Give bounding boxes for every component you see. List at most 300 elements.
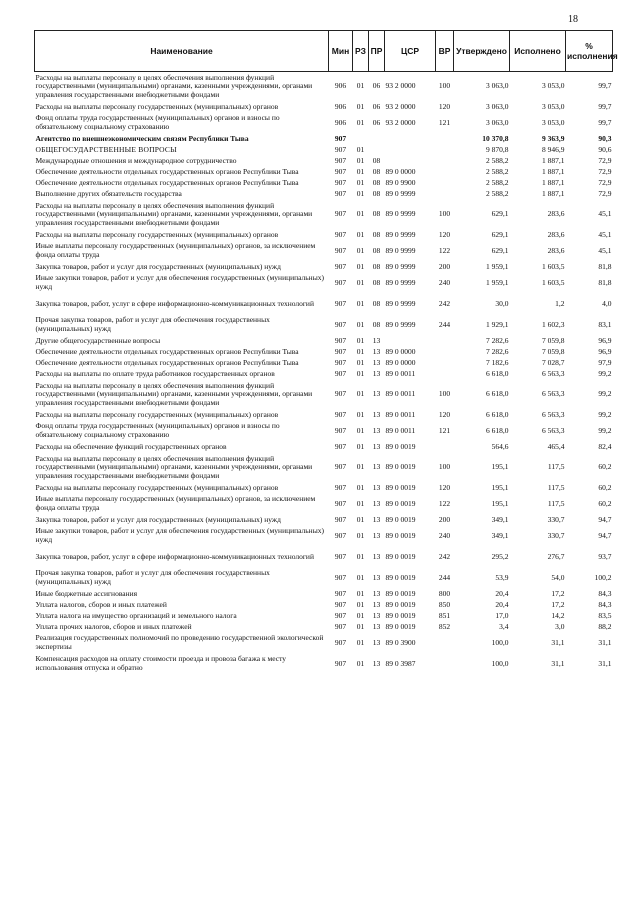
cell-rz: 01 (356, 572, 365, 582)
cell-percent: 99,2 (598, 409, 612, 419)
cell-csr: 89 0 0019 (385, 588, 416, 598)
cell-name: Закупка товаров, работ, услуг в сфере информационно-коммуникационных технологий (35, 551, 314, 561)
table-row (35, 453, 613, 483)
cell-rz: 01 (356, 588, 365, 598)
cell-name: Компенсация расходов на оплату стоимости проезда и провоза багажа к месту использования отпуска и обратно (35, 654, 286, 672)
cell-vr: 200 (438, 261, 451, 271)
cell-name: Другие общегосударственные вопросы (35, 335, 161, 345)
cell-rz: 01 (356, 144, 365, 154)
cell-executed: 6 563,3 (542, 425, 565, 435)
cell-rz: 01 (356, 229, 365, 239)
cell-csr: 89 0 0019 (385, 610, 416, 620)
header-min: Мин (329, 31, 353, 72)
cell-executed: 1 602,3 (542, 319, 565, 329)
cell-percent: 81,8 (598, 261, 612, 271)
cell-name: Обеспечение деятельности отдельных государственных органов Республики Тыва (35, 166, 299, 176)
cell-csr: 93 2 0000 (385, 81, 416, 91)
cell-vr: 121 (438, 117, 451, 127)
cell-min: 907 (334, 166, 347, 176)
cell-pr: 13 (372, 599, 381, 609)
table-row (35, 654, 613, 675)
cell-approved: 100,0 (491, 658, 509, 668)
table-row (35, 178, 613, 189)
cell-min: 907 (334, 551, 347, 561)
cell-executed: 3 053,0 (542, 81, 565, 91)
cell-pr: 06 (372, 81, 381, 91)
cell-pr: 08 (372, 245, 381, 255)
cell-approved: 629,1 (491, 245, 509, 255)
table-row (35, 336, 613, 347)
cell-percent: 88,2 (598, 621, 612, 631)
cell-approved: 3,4 (499, 621, 509, 631)
cell-percent: 94,7 (598, 530, 612, 540)
cell-name: Иные закупки товаров, работ и услуг для обеспечения государственных (муниципальных) нужд (35, 273, 324, 291)
cell-min: 907 (334, 357, 347, 367)
table-row (35, 421, 613, 442)
cell-vr (436, 167, 454, 178)
cell-min: 907 (334, 319, 347, 329)
cell-executed: 1 887,1 (542, 166, 565, 176)
cell-rz: 01 (356, 409, 365, 419)
cell-csr: 89 0 0019 (385, 498, 416, 508)
table-row (35, 241, 613, 262)
cell-rz: 01 (356, 425, 365, 435)
cell-percent: 72,9 (598, 166, 612, 176)
cell-min: 906 (334, 81, 347, 91)
cell-min: 907 (334, 177, 347, 187)
cell-executed: 3 053,0 (542, 117, 565, 127)
cell-percent: 84,3 (598, 599, 612, 609)
cell-executed: 6 563,3 (542, 409, 565, 419)
cell-rz: 01 (356, 514, 365, 524)
cell-rz: 01 (356, 155, 365, 165)
cell-percent: 99,2 (598, 389, 612, 399)
cell-rz: 01 (356, 498, 365, 508)
cell-rz: 01 (356, 209, 365, 219)
cell-min: 907 (334, 482, 347, 492)
table-row (35, 380, 613, 410)
table-row (35, 568, 613, 589)
cell-percent: 60,2 (598, 482, 612, 492)
cell-percent: 93,7 (598, 551, 612, 561)
cell-pr: 13 (372, 335, 381, 345)
cell-approved: 53,9 (495, 572, 509, 582)
cell-rz: 01 (356, 245, 365, 255)
cell-csr: 89 0 0019 (385, 621, 416, 631)
cell-min: 907 (334, 277, 347, 287)
table-row (35, 189, 613, 200)
cell-name: ОБЩЕГОСУДАРСТВЕННЫЕ ВОПРОСЫ (35, 144, 177, 154)
cell-min: 907 (334, 346, 347, 356)
header-csr: ЦСР (385, 31, 436, 72)
cell-csr: 89 0 0000 (385, 346, 416, 356)
cell-rz: 01 (356, 117, 365, 127)
cell-percent: 45,1 (598, 229, 612, 239)
cell-rz: 01 (356, 530, 365, 540)
cell-pr (369, 145, 385, 156)
cell-pr: 08 (372, 298, 381, 308)
cell-name: Фонд оплаты труда государственных (муниципальных) органов и взносы по обязательному социальному страхованию (35, 113, 280, 131)
cell-csr (385, 145, 436, 156)
table-row (35, 262, 613, 273)
cell-name: Расходы на выплаты персоналу в целях обеспечения выполнения функций государственными (муниципальными) органами, казенными учреждениями, органами управления государственными внебюджетными фондами (35, 72, 313, 100)
cell-approved: 17,0 (495, 610, 509, 620)
cell-approved: 10 370,8 (482, 133, 509, 143)
cell-rz: 01 (356, 177, 365, 187)
table-row (35, 294, 613, 315)
cell-min: 907 (334, 133, 347, 143)
cell-percent: 100,2 (594, 572, 612, 582)
cell-executed: 283,6 (547, 209, 565, 219)
header-vr: ВР (436, 31, 454, 72)
cell-approved: 3 063,0 (486, 81, 509, 91)
cell-rz: 01 (356, 610, 365, 620)
cell-name: Расходы на выплаты персоналу государственных (муниципальных) органов (35, 229, 279, 239)
cell-name: Международные отношения и международное сотрудничество (35, 155, 237, 165)
cell-percent: 94,7 (598, 514, 612, 524)
cell-rz: 01 (356, 277, 365, 287)
cell-min: 907 (334, 462, 347, 472)
cell-pr: 08 (372, 277, 381, 287)
cell-min: 907 (334, 261, 347, 271)
header-name: Наименование (35, 31, 329, 72)
cell-pr: 13 (372, 425, 381, 435)
table-row (35, 273, 613, 294)
cell-rz: 01 (356, 357, 365, 367)
cell-executed: 283,6 (547, 245, 565, 255)
cell-csr: 89 0 3987 (385, 658, 416, 668)
cell-csr: 89 0 0019 (385, 599, 416, 609)
header-executed: Исполнено (510, 31, 566, 72)
cell-vr: 244 (438, 319, 451, 329)
cell-approved: 7 182,6 (486, 357, 509, 367)
cell-pr: 13 (372, 498, 381, 508)
cell-name: Иные выплаты персоналу государственных (муниципальных) органов, за исключением фонда оплаты труда (35, 241, 316, 259)
cell-vr: 242 (438, 298, 451, 308)
cell-min: 907 (334, 155, 347, 165)
cell-pr: 06 (372, 117, 381, 127)
cell-csr: 89 0 0019 (385, 482, 416, 492)
table-row (35, 633, 613, 654)
cell-executed: 330,7 (547, 530, 565, 540)
cell-name: Фонд оплаты труда государственных (муниципальных) органов и взносы по обязательному социальному страхованию (35, 421, 280, 439)
cell-vr (436, 178, 454, 189)
cell-min: 907 (334, 229, 347, 239)
cell-executed: 17,2 (551, 599, 565, 609)
cell-min: 907 (334, 572, 347, 582)
table-row (35, 113, 613, 134)
cell-vr: 122 (438, 245, 451, 255)
cell-executed: 8 946,9 (542, 144, 565, 154)
cell-csr: 89 0 0011 (385, 409, 416, 419)
cell-percent: 99,2 (598, 368, 612, 378)
cell-approved: 6 618,0 (486, 425, 509, 435)
cell-executed: 7 059,8 (542, 346, 565, 356)
cell-csr: 89 0 0019 (385, 551, 416, 561)
table-row (35, 369, 613, 380)
cell-pr: 13 (372, 462, 381, 472)
cell-pr: 13 (372, 514, 381, 524)
cell-percent: 31,1 (598, 658, 612, 668)
cell-executed: 7 059,8 (542, 335, 565, 345)
cell-executed: 17,2 (551, 588, 565, 598)
cell-csr: 93 2 0000 (385, 101, 416, 111)
cell-approved: 2 588,2 (486, 177, 509, 187)
table-row (35, 315, 613, 336)
cell-name: Реализация государственных полномочий по проведению государственной экологической экспертизы (35, 633, 324, 651)
table-row (35, 611, 613, 622)
cell-approved: 349,1 (491, 514, 509, 524)
cell-min: 907 (334, 610, 347, 620)
cell-rz: 01 (356, 441, 365, 451)
cell-name: Выполнение других обязательств государства (35, 188, 182, 198)
cell-approved: 195,1 (491, 482, 509, 492)
cell-rz: 01 (356, 389, 365, 399)
cell-pr: 13 (372, 637, 381, 647)
table-row (35, 200, 613, 230)
cell-pr: 13 (372, 409, 381, 419)
cell-name: Закупка товаров, работ и услуг для государственных (муниципальных) нужд (35, 261, 281, 271)
cell-rz (353, 134, 369, 145)
cell-executed: 6 563,3 (542, 368, 565, 378)
cell-percent: 45,1 (598, 245, 612, 255)
cell-min: 907 (334, 658, 347, 668)
cell-csr (385, 134, 436, 145)
table-row (35, 442, 613, 453)
table-row (35, 589, 613, 600)
page-number: 18 (568, 14, 578, 25)
cell-executed: 3 053,0 (542, 101, 565, 111)
cell-percent: 72,9 (598, 177, 612, 187)
cell-min: 907 (334, 209, 347, 219)
cell-vr (436, 189, 454, 200)
cell-pr: 08 (372, 319, 381, 329)
budget-execution-table (34, 30, 618, 675)
cell-csr: 89 0 0019 (385, 514, 416, 524)
cell-csr: 89 0 9999 (385, 319, 416, 329)
cell-vr: 240 (438, 277, 451, 287)
table-row (35, 494, 613, 515)
cell-vr (436, 654, 454, 675)
cell-name: Уплата налогов, сборов и иных платежей (35, 599, 167, 609)
table-row (35, 134, 613, 145)
cell-vr (436, 134, 454, 145)
header-rz: РЗ (353, 31, 369, 72)
cell-min: 907 (334, 441, 347, 451)
cell-executed: 1 603,5 (542, 261, 565, 271)
cell-percent: 82,4 (598, 441, 612, 451)
cell-pr: 13 (372, 357, 381, 367)
cell-name: Расходы на выплаты персоналу в целях обеспечения выполнения функций государственными (муниципальными) органами, казенными учреждениями, органами управления государственными внебюджетными фондами (35, 200, 313, 227)
cell-approved: 195,1 (491, 462, 509, 472)
cell-csr: 89 0 0019 (385, 441, 416, 451)
cell-vr: 120 (438, 482, 451, 492)
cell-csr: 89 0 0000 (385, 166, 416, 176)
cell-pr: 13 (372, 346, 381, 356)
cell-name: Закупка товаров, работ, услуг в сфере информационно-коммуникационных технологий (35, 298, 314, 308)
cell-csr: 93 2 0000 (385, 117, 416, 127)
cell-name: Закупка товаров, работ и услуг для государственных (муниципальных) нужд (35, 514, 281, 524)
cell-rz: 01 (356, 101, 365, 111)
cell-percent: 45,1 (598, 209, 612, 219)
cell-approved: 6 618,0 (486, 389, 509, 399)
table-row (35, 547, 613, 568)
cell-rz: 01 (356, 81, 365, 91)
table-body (35, 72, 613, 675)
cell-rz: 01 (356, 658, 365, 668)
cell-approved: 7 282,6 (486, 335, 509, 345)
cell-executed: 283,6 (547, 229, 565, 239)
cell-min: 907 (334, 425, 347, 435)
cell-pr: 08 (372, 155, 381, 165)
cell-rz: 01 (356, 621, 365, 631)
cell-name: Расходы на выплаты персоналу в целях обеспечения выполнения функций государственными (муниципальными) органами, казенными учреждениями, органами управления государственными внебюджетными фондами (35, 453, 313, 480)
cell-vr: 121 (438, 425, 451, 435)
cell-vr (436, 336, 454, 347)
cell-name: Обеспечение деятельности отдельных государственных органов Республики Тыва (35, 357, 299, 367)
table-row (35, 600, 613, 611)
cell-vr: 240 (438, 530, 451, 540)
table-row (35, 102, 613, 113)
cell-rz: 01 (356, 637, 365, 647)
cell-percent: 96,9 (598, 346, 612, 356)
cell-min: 907 (334, 335, 347, 345)
cell-approved: 629,1 (491, 229, 509, 239)
table-row (35, 410, 613, 421)
cell-approved: 195,1 (491, 498, 509, 508)
cell-csr: 89 0 0019 (385, 572, 416, 582)
cell-executed: 31,1 (551, 658, 565, 668)
cell-approved: 1 929,1 (486, 319, 509, 329)
cell-pr: 06 (372, 101, 381, 111)
cell-pr: 13 (372, 482, 381, 492)
cell-executed: 1 887,1 (542, 177, 565, 187)
cell-csr: 89 0 9999 (385, 245, 416, 255)
cell-pr: 13 (372, 551, 381, 561)
cell-percent: 72,9 (598, 188, 612, 198)
cell-approved: 30,0 (495, 298, 509, 308)
cell-pr: 13 (372, 530, 381, 540)
table-row (35, 358, 613, 369)
table-row (35, 145, 613, 156)
cell-pr: 13 (372, 368, 381, 378)
cell-pr: 13 (372, 588, 381, 598)
cell-executed: 1 603,5 (542, 277, 565, 287)
cell-name: Обеспечение деятельности отдельных государственных органов Республики Тыва (35, 346, 299, 356)
cell-approved: 1 959,1 (486, 277, 509, 287)
cell-min: 907 (334, 498, 347, 508)
cell-pr: 13 (372, 441, 381, 451)
cell-percent: 83,5 (598, 610, 612, 620)
cell-pr: 13 (372, 621, 381, 631)
cell-csr: 89 0 9999 (385, 229, 416, 239)
cell-percent: 99,2 (598, 425, 612, 435)
cell-approved: 349,1 (491, 530, 509, 540)
cell-percent: 96,9 (598, 335, 612, 345)
cell-name: Иные бюджетные ассигнования (35, 588, 138, 598)
cell-pr (369, 134, 385, 145)
cell-approved: 6 618,0 (486, 368, 509, 378)
cell-executed: 1,2 (555, 298, 565, 308)
cell-rz: 01 (356, 319, 365, 329)
cell-pr: 08 (372, 229, 381, 239)
cell-rz: 01 (356, 188, 365, 198)
cell-pr: 13 (372, 658, 381, 668)
cell-percent: 99,7 (598, 117, 612, 127)
table-row (35, 526, 613, 547)
cell-approved: 629,1 (491, 209, 509, 219)
cell-csr: 89 0 3900 (385, 637, 416, 647)
cell-name: Расходы на выплаты персоналу в целях обеспечения выполнения функций государственными (муниципальными) органами, казенными учреждениями, органами управления государственными внебюджетными фондами (35, 380, 313, 407)
cell-approved: 20,4 (495, 588, 509, 598)
cell-pr: 13 (372, 610, 381, 620)
cell-name: Прочая закупка товаров, работ и услуг для обеспечения государственных (муниципальных) нужд (35, 315, 270, 333)
table-row (35, 156, 613, 167)
cell-pr: 13 (372, 572, 381, 582)
cell-min: 907 (334, 409, 347, 419)
cell-vr: 100 (438, 462, 451, 472)
cell-percent: 90,3 (598, 133, 612, 143)
cell-vr (436, 145, 454, 156)
cell-csr: 89 0 0000 (385, 357, 416, 367)
cell-min: 907 (334, 514, 347, 524)
cell-vr: 244 (438, 572, 451, 582)
cell-csr: 89 0 0011 (385, 425, 416, 435)
table-row (35, 483, 613, 494)
cell-name: Расходы на обеспечение функций государственных органов (35, 441, 227, 451)
cell-pr: 08 (372, 261, 381, 271)
cell-executed: 330,7 (547, 514, 565, 524)
cell-vr: 100 (438, 209, 451, 219)
cell-percent: 97,9 (598, 357, 612, 367)
cell-vr: 851 (438, 610, 451, 620)
table-row (35, 230, 613, 241)
cell-executed: 31,1 (551, 637, 565, 647)
cell-min: 907 (334, 188, 347, 198)
cell-name: Агентство по внешнеэкономическим связям Республики Тыва (35, 133, 249, 143)
cell-csr: 89 0 9999 (385, 261, 416, 271)
cell-csr (385, 336, 436, 347)
cell-rz: 01 (356, 346, 365, 356)
cell-csr: 89 0 9900 (385, 177, 416, 187)
cell-rz: 01 (356, 166, 365, 176)
cell-approved: 9 870,8 (486, 144, 509, 154)
cell-executed: 465,4 (547, 441, 565, 451)
cell-csr: 89 0 9999 (385, 277, 416, 287)
table-row (35, 72, 613, 102)
cell-vr: 852 (438, 621, 451, 631)
cell-rz: 01 (356, 462, 365, 472)
table-header (35, 31, 618, 72)
cell-approved: 7 282,6 (486, 346, 509, 356)
cell-percent: 60,2 (598, 462, 612, 472)
cell-executed: 7 028,7 (542, 357, 565, 367)
cell-approved: 295,2 (491, 551, 509, 561)
cell-vr: 120 (438, 229, 451, 239)
cell-rz: 01 (356, 261, 365, 271)
cell-executed: 3,0 (555, 621, 565, 631)
cell-vr: 800 (438, 588, 451, 598)
cell-executed: 276,7 (547, 551, 565, 561)
cell-name: Уплата налога на имущество организаций и земельного налога (35, 610, 237, 620)
cell-vr: 120 (438, 101, 451, 111)
cell-approved: 2 588,2 (486, 188, 509, 198)
cell-percent: 31,1 (598, 637, 612, 647)
cell-approved: 2 588,2 (486, 166, 509, 176)
table-row (35, 347, 613, 358)
cell-name: Иные выплаты персоналу государственных (муниципальных) органов, за исключением фонда оплаты труда (35, 494, 316, 512)
cell-pr: 08 (372, 177, 381, 187)
